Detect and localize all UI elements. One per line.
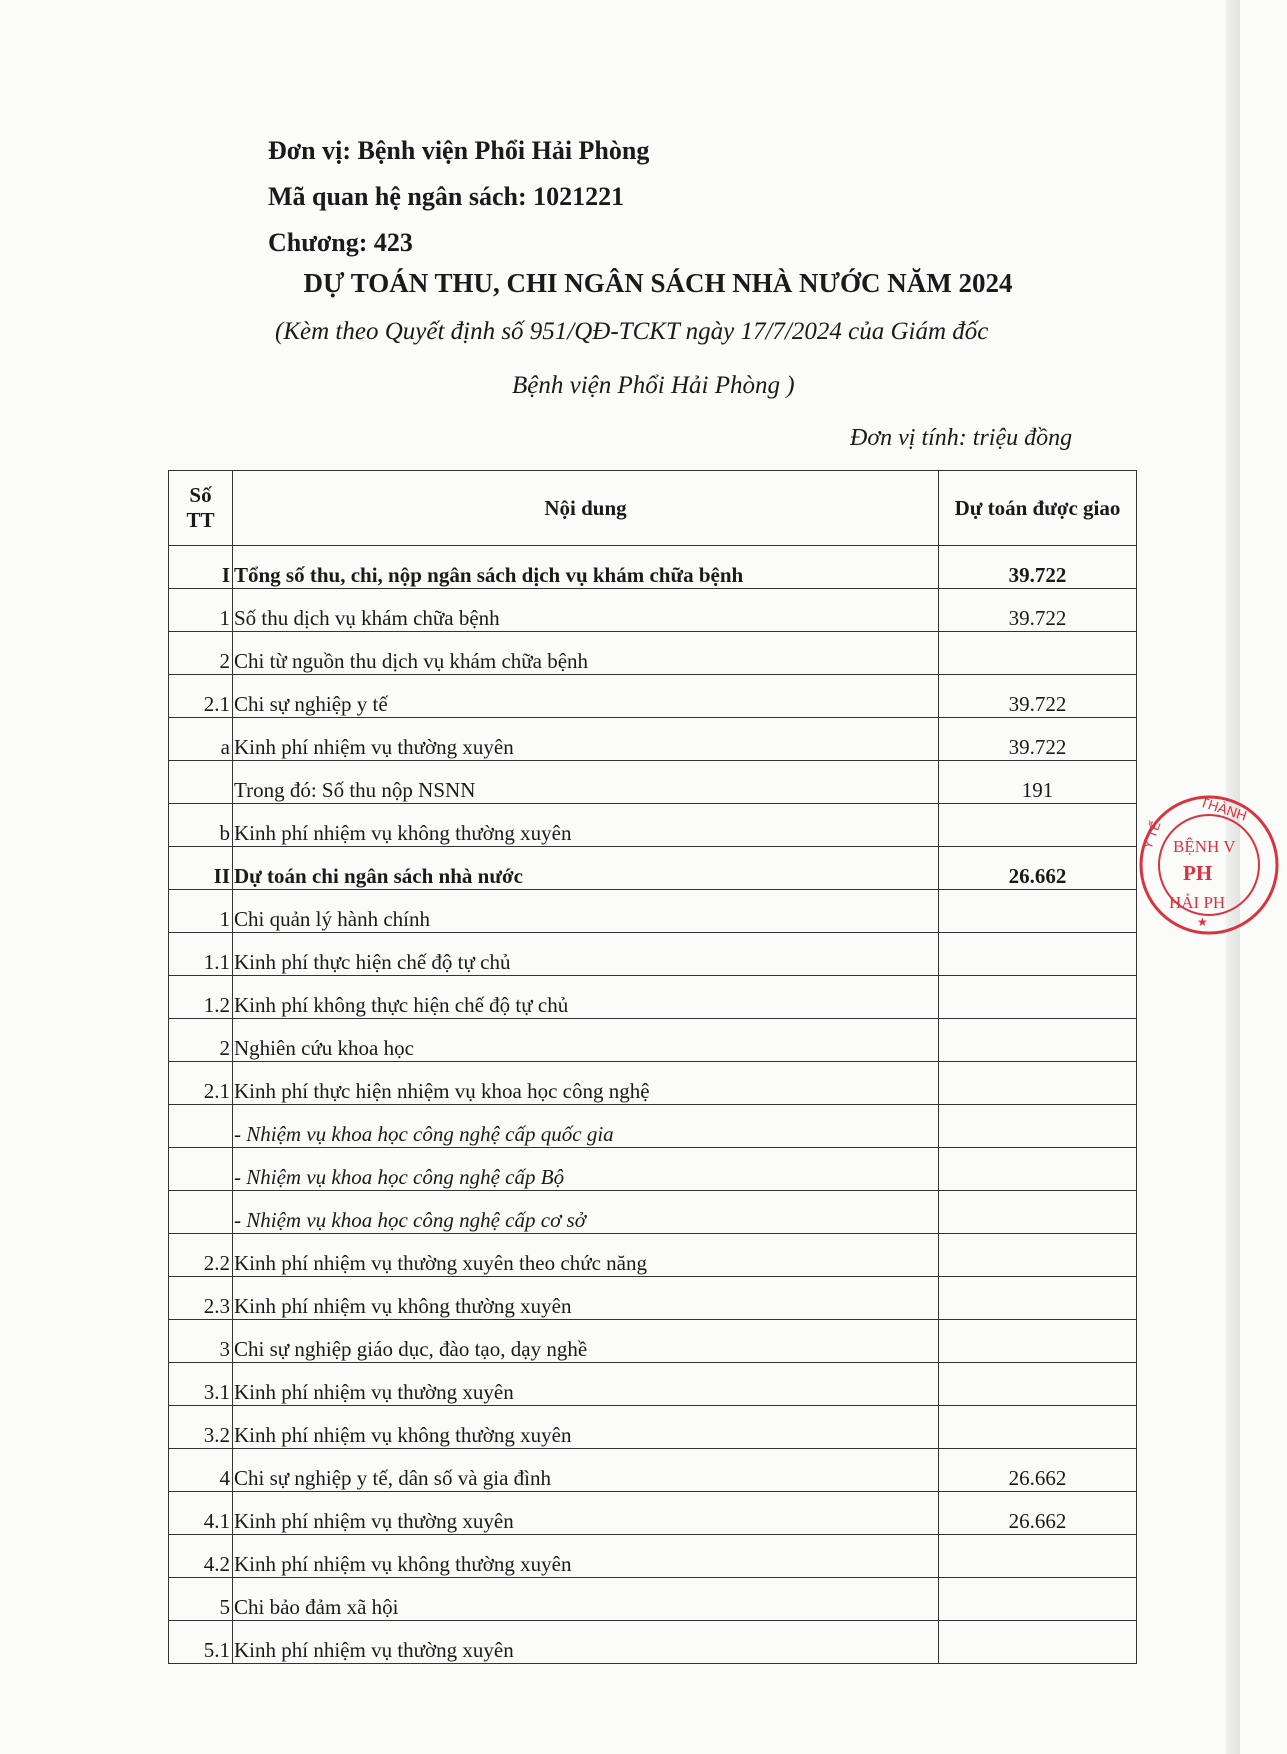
document-header [268, 128, 649, 266]
table-body [169, 546, 1137, 1664]
row-value: 39.722 [939, 675, 1137, 718]
row-content: Tổng số thu, chi, nộp ngân sách dịch vụ khám chữa bệnh [233, 546, 939, 589]
row-content: Kinh phí nhiệm vụ thường xuyên [233, 1363, 939, 1406]
row-content: - Nhiệm vụ khoa học công nghệ cấp Bộ [233, 1148, 939, 1191]
table-row [169, 1492, 1137, 1535]
row-value [939, 1148, 1137, 1191]
table-row [169, 1191, 1137, 1234]
row-content: Kinh phí nhiệm vụ thường xuyên [233, 718, 939, 761]
table-row [169, 976, 1137, 1019]
row-value [939, 1234, 1137, 1277]
row-content: Dự toán chi ngân sách nhà nước [233, 847, 939, 890]
row-stt [169, 1148, 233, 1191]
row-content: Trong đó: Số thu nộp NSNN [233, 761, 939, 804]
document-title [0, 268, 1240, 299]
row-content: Số thu dịch vụ khám chữa bệnh [233, 589, 939, 632]
seal-line3: HẢI PH [1169, 893, 1226, 912]
table-row [169, 1621, 1137, 1664]
row-stt: 2 [169, 632, 233, 675]
row-stt: 2 [169, 1019, 233, 1062]
table-row [169, 718, 1137, 761]
seal-left-text: Y TẾ [1139, 819, 1164, 852]
table-row [169, 1019, 1137, 1062]
row-stt: 1.2 [169, 976, 233, 1019]
row-stt: 5.1 [169, 1621, 233, 1664]
row-content: Kinh phí thực hiện chế độ tự chủ [233, 933, 939, 976]
row-value: 26.662 [939, 847, 1137, 890]
row-content: Chi quản lý hành chính [233, 890, 939, 933]
header-value: Dự toán được giao [939, 471, 1137, 546]
table-row [169, 1535, 1137, 1578]
row-value: 39.722 [939, 546, 1137, 589]
row-value [939, 1406, 1137, 1449]
row-content: Nghiên cứu khoa học [233, 1019, 939, 1062]
row-value [939, 1191, 1137, 1234]
table-row [169, 1148, 1137, 1191]
seal-line2: PH [1183, 861, 1213, 885]
row-value [939, 1621, 1137, 1664]
hospital-seal [1137, 780, 1287, 950]
row-value [939, 804, 1137, 847]
row-value: 26.662 [939, 1449, 1137, 1492]
row-stt: 2.2 [169, 1234, 233, 1277]
row-content: Kinh phí nhiệm vụ thường xuyên theo chức năng [233, 1234, 939, 1277]
row-stt: 4.2 [169, 1535, 233, 1578]
unit-note: Đơn vị tính: triệu đồng [850, 425, 1073, 451]
row-value [939, 1363, 1137, 1406]
row-value [939, 1105, 1137, 1148]
seal-star-icon: ★ [1197, 915, 1208, 929]
row-value: 191 [939, 761, 1137, 804]
row-content: Kinh phí không thực hiện chế độ tự chủ [233, 976, 939, 1019]
table-row [169, 761, 1137, 804]
row-stt [169, 1105, 233, 1148]
row-value [939, 1277, 1137, 1320]
row-content: Chi sự nghiệp giáo dục, đào tạo, dạy nghề [233, 1320, 939, 1363]
table-row [169, 1449, 1137, 1492]
row-content: Kinh phí thực hiện nhiệm vụ khoa học công nghệ [233, 1062, 939, 1105]
row-value: 39.722 [939, 589, 1137, 632]
row-value: 26.662 [939, 1492, 1137, 1535]
row-content: Chi sự nghiệp y tế, dân số và gia đình [233, 1449, 939, 1492]
row-stt: 3 [169, 1320, 233, 1363]
table-row [169, 632, 1137, 675]
table-row [169, 847, 1137, 890]
row-value [939, 1578, 1137, 1621]
row-content: - Nhiệm vụ khoa học công nghệ cấp cơ sở [233, 1191, 939, 1234]
table-row [169, 1277, 1137, 1320]
row-stt: b [169, 804, 233, 847]
row-content: Kinh phí nhiệm vụ không thường xuyên [233, 804, 939, 847]
table-row [169, 933, 1137, 976]
row-content: Chi sự nghiệp y tế [233, 675, 939, 718]
table-header-row [169, 471, 1137, 546]
row-stt [169, 1191, 233, 1234]
row-stt: 2.1 [169, 1062, 233, 1105]
header-content: Nội dung [233, 471, 939, 546]
table-row [169, 589, 1137, 632]
row-stt: 5 [169, 1578, 233, 1621]
table-row [169, 1320, 1137, 1363]
table-row [169, 1363, 1137, 1406]
seal-top-text: THÀNH [1198, 793, 1249, 824]
table-row [169, 1406, 1137, 1449]
row-content: - Nhiệm vụ khoa học công nghệ cấp quốc gia [233, 1105, 939, 1148]
row-value [939, 1019, 1137, 1062]
row-stt: 4 [169, 1449, 233, 1492]
row-content: Kinh phí nhiệm vụ không thường xuyên [233, 1277, 939, 1320]
row-stt [169, 761, 233, 804]
row-stt: II [169, 847, 233, 890]
row-stt: 1.1 [169, 933, 233, 976]
table-row [169, 890, 1137, 933]
row-value [939, 890, 1137, 933]
title-text: DỰ TOÁN THU, CHI NGÂN SÁCH NHÀ NƯỚC NĂM 2024 [303, 268, 1013, 298]
table-row [169, 1234, 1137, 1277]
row-value [939, 632, 1137, 675]
row-content: Chi bảo đảm xã hội [233, 1578, 939, 1621]
row-stt: 1 [169, 589, 233, 632]
row-content: Chi từ nguồn thu dịch vụ khám chữa bệnh [233, 632, 939, 675]
row-content: Kinh phí nhiệm vụ thường xuyên [233, 1621, 939, 1664]
table-row [169, 1105, 1137, 1148]
row-stt: 3.1 [169, 1363, 233, 1406]
table-row [169, 675, 1137, 718]
subtitle-line2: Bệnh viện Phổi Hải Phòng ) [512, 372, 795, 399]
row-stt: 2.3 [169, 1277, 233, 1320]
row-value [939, 1062, 1137, 1105]
row-content: Kinh phí nhiệm vụ không thường xuyên [233, 1406, 939, 1449]
row-value [939, 976, 1137, 1019]
row-content: Kinh phí nhiệm vụ thường xuyên [233, 1492, 939, 1535]
row-stt: 1 [169, 890, 233, 933]
row-stt: a [169, 718, 233, 761]
row-value [939, 1535, 1137, 1578]
table-row [169, 1578, 1137, 1621]
budget-table [168, 470, 1137, 1664]
table-row [169, 546, 1137, 589]
row-content: Kinh phí nhiệm vụ không thường xuyên [233, 1535, 939, 1578]
seal-line1: BỆNH V [1173, 837, 1236, 856]
table-row [169, 1062, 1137, 1105]
row-value [939, 933, 1137, 976]
row-stt: 4.1 [169, 1492, 233, 1535]
subtitle-line1: (Kèm theo Quyết định số 951/QĐ-TCKT ngày 17/7/2024 của Giám đốc [275, 318, 989, 345]
chapter: Chương: 423 [268, 228, 413, 257]
table-row [169, 804, 1137, 847]
row-value [939, 1320, 1137, 1363]
unit-name: Đơn vị: Bệnh viện Phổi Hải Phòng [268, 136, 650, 165]
row-stt: I [169, 546, 233, 589]
row-stt: 3.2 [169, 1406, 233, 1449]
row-stt: 2.1 [169, 675, 233, 718]
budget-code: Mã quan hệ ngân sách: 1021221 [268, 182, 625, 211]
row-value: 39.722 [939, 718, 1137, 761]
header-stt: Số TT [169, 471, 233, 546]
